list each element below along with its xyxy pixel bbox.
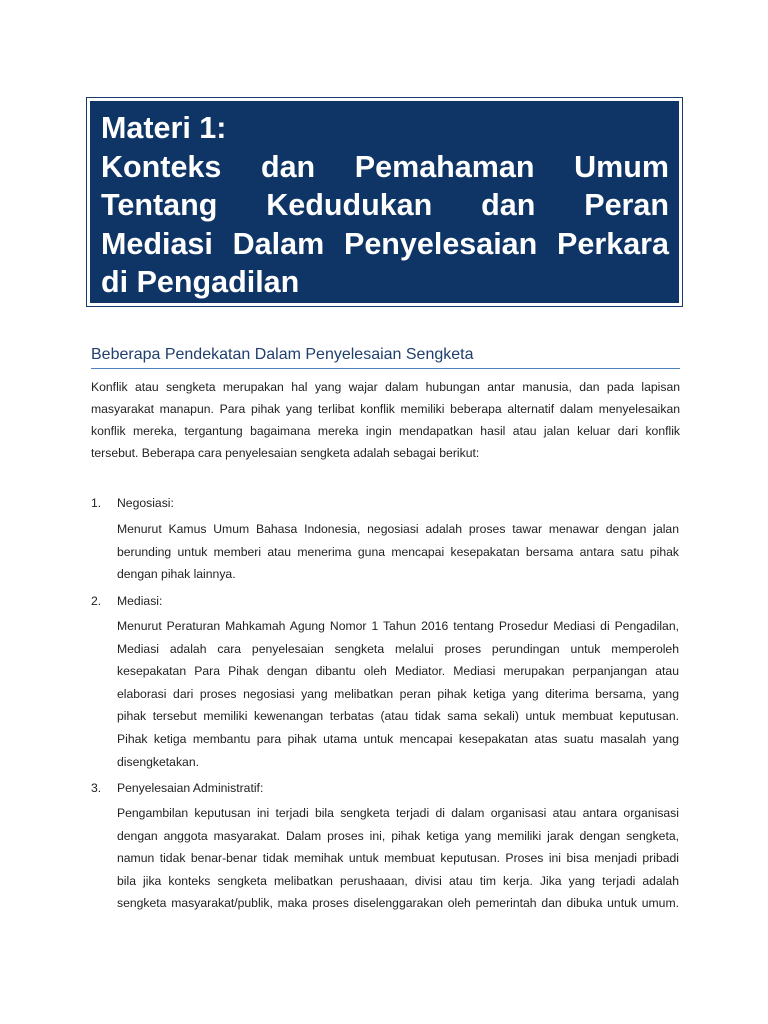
intro-paragraph	[91, 376, 680, 464]
list-item-3-line: namun tidak benar-benar tidak memihak untuk membuat keputusan. Proses ini bisa menjadi pribadi	[117, 851, 679, 866]
list-item-3-line: bila jika konteks sengketa melibatkan perushaaan, divisi atau tim kerja. Jika yang terjadi adalah	[117, 873, 679, 888]
intro-line-2: masyarakat manapun. Para pihak yang terlibat konflik memiliki beberapa alternatif dalam menyelesaikan	[91, 402, 680, 416]
list-item-1-heading	[91, 493, 174, 513]
title-line-4: Mediasi Dalam Penyelesaian Perkara	[101, 226, 669, 261]
title-line-3: Tentang Kedudukan dan Peran	[101, 188, 669, 222]
list-item-1-line: berunding untuk memberi atau menerima guna mencapai kesepakatan bersama antara satu pihak	[117, 544, 679, 559]
title-line-5: di Pengadilan	[101, 265, 300, 299]
list-item-2-title: Mediasi:	[117, 594, 163, 608]
list-item-1-line: Menurut Kamus Umum Bahasa Indonesia, negosiasi adalah proses tawar menawar dengan jalan	[117, 522, 679, 536]
intro-line-1: Konflik atau sengketa merupakan hal yang wajar dalam hubungan antar manusia, dan pada lapisan	[91, 380, 680, 394]
list-item-3-body	[117, 802, 679, 915]
title-banner	[90, 101, 679, 303]
list-item-2-line: disengketakan.	[117, 754, 199, 769]
list-item-2-line: Pihak ketiga membantu para pihak utama untuk mencapai kesepakatan atas suatu masalah yang	[117, 731, 679, 746]
list-item-2-number: 2.	[91, 594, 102, 608]
title-line-2: Konteks dan Pemahaman Umum	[101, 149, 669, 184]
list-item-2-line: kesepakatan Para Pihak dengan dibantu oleh Mediator. Mediasi merupakan perpanjangan atau	[117, 664, 679, 679]
list-item-2-line: pihak tersebut memiliki kewenangan terbatas (atau tidak sama sekali) untuk membuat keputusan.	[117, 709, 679, 724]
list-item-2-line: elaborasi dari proses negosiasi yang melibatkan peran pihak ketiga yang diterima bersama, yang	[117, 686, 679, 701]
list-item-2-heading	[91, 591, 162, 611]
list-item-3-title: Penyelesaian Administratif:	[117, 781, 264, 795]
list-item-3-line: Pengambilan keputusan ini terjadi bila sengketa terjadi di dalam organisasi atau antara organisasi	[117, 806, 679, 820]
list-item-2-line: Mediasi adalah cara penyelesaian sengketa melalui proses perundingan untuk memperoleh	[117, 641, 679, 656]
list-item-3-heading	[91, 778, 263, 798]
list-item-3-number: 3.	[91, 781, 102, 795]
section-heading: Beberapa Pendekatan Dalam Penyelesaian Sengketa	[91, 345, 680, 369]
list-item-3-line: sengketa masyarakat/publik, maka proses diselenggarakan oleh pemerintah dan dibuka untuk umum.	[117, 896, 679, 911]
intro-line-3: konflik mereka, tergantung bagaimana mereka ingin mendapatkan hasil atau jalan keluar dari konflik	[91, 424, 680, 438]
list-item-1-line: dengan pihak lainnya.	[117, 567, 236, 582]
intro-line-4: tersebut. Beberapa cara penyelesaian sengketa adalah sebagai berikut:	[91, 446, 480, 460]
title-line-1: Materi 1:	[101, 111, 227, 145]
list-item-1-body	[117, 518, 679, 586]
list-item-2-body	[117, 615, 679, 773]
list-item-3-line: dengan anggota masyarakat. Dalam proses ini, pihak ketiga yang memiliki jarak dengan sengketa,	[117, 828, 679, 843]
list-item-2-line: Menurut Peraturan Mahkamah Agung Nomor 1 Tahun 2016 tentang Prosedur Mediasi di Pengadilan,	[117, 619, 679, 633]
title-box	[86, 97, 683, 307]
list-item-1-title: Negosiasi:	[117, 496, 174, 510]
list-item-1-number: 1.	[91, 496, 102, 510]
